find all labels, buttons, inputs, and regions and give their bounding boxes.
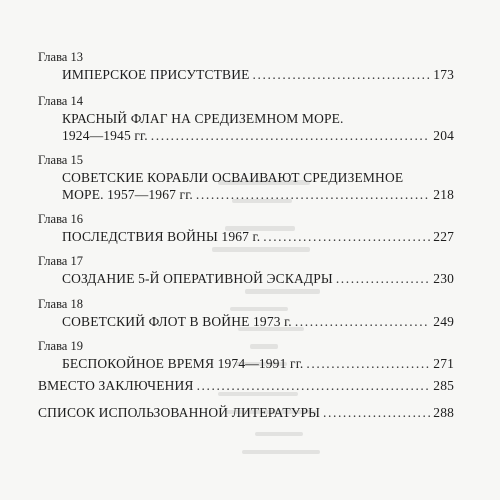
chapter-18-label: Глава 18 — [38, 297, 83, 311]
chapter-14-label: Глава 14 — [38, 94, 83, 108]
bibliography-entry[interactable] — [38, 404, 454, 421]
chapter-14-page: 204 — [433, 128, 454, 143]
chapter-16-page: 227 — [433, 229, 454, 244]
dot-leader — [306, 355, 430, 372]
chapter-16-title-row — [62, 228, 454, 245]
dot-leader — [197, 377, 431, 394]
chapter-14-entry[interactable] — [62, 110, 454, 144]
chapter-15-label: Глава 15 — [38, 153, 83, 167]
chapter-17-label: Глава 17 — [38, 254, 83, 268]
chapter-19-label: Глава 19 — [38, 339, 83, 353]
chapter-16-entry[interactable] — [62, 228, 454, 245]
chapter-18-title-row — [62, 313, 454, 330]
bibliography-title: СПИСОК ИСПОЛЬЗОВАННОЙ ЛИТЕРАТУРЫ — [38, 405, 321, 420]
dot-leader — [295, 313, 430, 330]
dot-leader — [336, 270, 430, 287]
dot-leader — [263, 228, 430, 245]
chapter-14-title-line-1: КРАСНЫЙ ФЛАГ НА СРЕДИЗЕМНОМ МОРЕ. — [62, 111, 344, 126]
chapter-19-title-row — [62, 355, 454, 372]
chapter-18-title: СОВЕТСКИЙ ФЛОТ В ВОЙНЕ 1973 г. — [62, 314, 292, 329]
chapter-13-title-row — [62, 66, 454, 83]
chapter-15-title-row — [62, 186, 454, 203]
conclusion-row — [38, 377, 454, 394]
chapter-17-page: 230 — [433, 271, 454, 286]
chapter-14-title-row — [62, 127, 454, 144]
dot-leader — [151, 127, 431, 144]
chapter-13-page: 173 — [433, 67, 454, 82]
chapter-13-entry[interactable] — [62, 66, 454, 83]
chapter-19-title: БЕСПОКОЙНОЕ ВРЕМЯ 1974—1991 гг. — [62, 356, 304, 371]
bibliography-page: 288 — [433, 405, 454, 420]
dot-leader — [253, 66, 431, 83]
chapter-13-label: Глава 13 — [38, 50, 83, 64]
chapter-17-title: СОЗДАНИЕ 5-Й ОПЕРАТИВНОЙ ЭСКАДРЫ — [62, 271, 333, 286]
chapter-17-entry[interactable] — [62, 270, 454, 287]
chapter-15-page: 218 — [433, 187, 454, 202]
chapter-17-title-row — [62, 270, 454, 287]
conclusion-entry[interactable] — [38, 377, 454, 394]
chapter-19-page: 271 — [433, 356, 454, 371]
chapter-19-entry[interactable] — [62, 355, 454, 372]
chapter-13-title: ИМПЕРСКОЕ ПРИСУТСТВИЕ — [62, 67, 250, 82]
chapter-16-title: ПОСЛЕДСТВИЯ ВОЙНЫ 1967 г. — [62, 229, 261, 244]
dot-leader — [196, 186, 430, 203]
chapter-15-entry[interactable] — [62, 169, 454, 203]
chapter-15-title-line-2: МОРЕ. 1957—1967 гг. — [62, 187, 193, 202]
conclusion-page: 285 — [433, 378, 454, 393]
chapter-14-title-line-2: 1924—1945 гг. — [62, 128, 148, 143]
conclusion-title: ВМЕСТО ЗАКЛЮЧЕНИЯ — [38, 378, 194, 393]
chapter-18-entry[interactable] — [62, 313, 454, 330]
chapter-15-title-line-1: СОВЕТСКИЕ КОРАБЛИ ОСВАИВАЮТ СРЕДИЗЕМНОЕ — [62, 170, 404, 185]
chapter-16-label: Глава 16 — [38, 212, 83, 226]
dot-leader — [323, 404, 430, 421]
bibliography-row — [38, 404, 454, 421]
chapter-18-page: 249 — [433, 314, 454, 329]
